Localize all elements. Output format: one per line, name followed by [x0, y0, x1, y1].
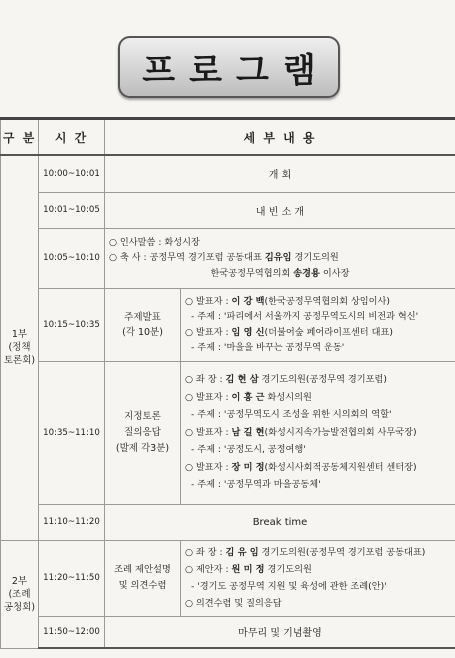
part2-sub1: (조례 [8, 588, 31, 600]
row4-time: 10:15~10:35 [39, 288, 105, 361]
row1-time: 10:00~10:01 [39, 155, 105, 192]
part1-sub2: 토론회) [3, 355, 36, 367]
table-row [1, 616, 455, 648]
row6-time: 11:10~11:20 [39, 504, 105, 540]
greeting-line: ○ 인사말씀 : 화성시장 [109, 237, 200, 249]
row7-type: 조례 제안설명 및 의견수렴 [105, 540, 181, 616]
congrats-line: ○ 축 사 : 공정무역 경기포럼 공동대표 김유임 경기도의원 [109, 252, 339, 264]
table-header-row [1, 119, 455, 156]
row2-content: 내 빈 소 개 [105, 192, 455, 228]
table-row [1, 361, 455, 504]
row5-time: 10:35~11:10 [39, 361, 105, 504]
congrats-line-2: 한국공정무역협의회 송경용 이사장 [210, 267, 350, 279]
row8-time: 11:50~12:00 [39, 616, 105, 648]
table-row [1, 504, 455, 540]
row4-details: ○ 발표자 : 이 강 백(한국공정무역협의회 상임이사) - 주제 : '파리에서 서울까지 공정무역도시의 비전과 혁신' ○ 발표자 : 임 영 신(더불어숲 페어라이프센터 대표) - 주제 : '마을을 바꾸는 공정무역 운동' [181, 288, 455, 361]
header-time: 시 간 [39, 119, 105, 156]
part2-sub2: 공청회) [3, 601, 36, 613]
row3-time: 10:05~10:10 [39, 228, 105, 288]
table-row [1, 155, 455, 192]
row6-content: Break time [105, 504, 455, 540]
row4-type: 주제발표 (각 10분) [105, 288, 181, 361]
row2-time: 10:01~10:05 [39, 192, 105, 228]
header-section: 구 분 [1, 119, 39, 156]
program-title: 프로그램 [142, 50, 330, 91]
part2-section-cell [1, 540, 39, 648]
row5-details: ○ 좌 장 : 김 현 삼 경기도의원(공정무역 경기포럼) ○ 발표자 : 이 홍 근 화성시의원 - 주제 : '공정무역도시 조성을 위한 시의회의 역할' ○ 발표자 : 남 길 현(화성시지속가능발전협의회 사무국장) - 주제 : '공정도시, 공정여행' ○ 발표자 : 장 미 정(화성시사회적공동체지원센터 센터장) - 주제 : '공정무역과 마을공동체' [181, 361, 455, 504]
part2-label: 2부 [11, 575, 28, 587]
part1-section-cell [1, 155, 39, 540]
program-title-banner [118, 36, 340, 98]
header-details: 세 부 내 용 [105, 119, 455, 156]
part1-label: 1부 [11, 329, 28, 341]
program-schedule-table [0, 117, 455, 649]
table-row [1, 228, 455, 288]
row3-details [105, 228, 455, 288]
row8-content: 마무리 및 기념촬영 [105, 616, 455, 648]
row1-content: 개 회 [105, 155, 455, 192]
row7-time: 11:20~11:50 [39, 540, 105, 616]
row5-type: 지정토론 질의응답 (발제 각3분) [105, 361, 181, 504]
table-row [1, 288, 455, 361]
table-row [1, 540, 455, 616]
row7-details: ○ 좌 장 : 김 유 임 경기도의원(공정무역 경기포럼 공동대표) ○ 제안자 : 원 미 정 경기도의원 - '경기도 공정무역 지원 및 육성에 관한 조례(안)' ○ 의견수렴 및 질의응답 [181, 540, 455, 616]
part1-sub1: (정책 [8, 342, 31, 354]
table-row [1, 192, 455, 228]
